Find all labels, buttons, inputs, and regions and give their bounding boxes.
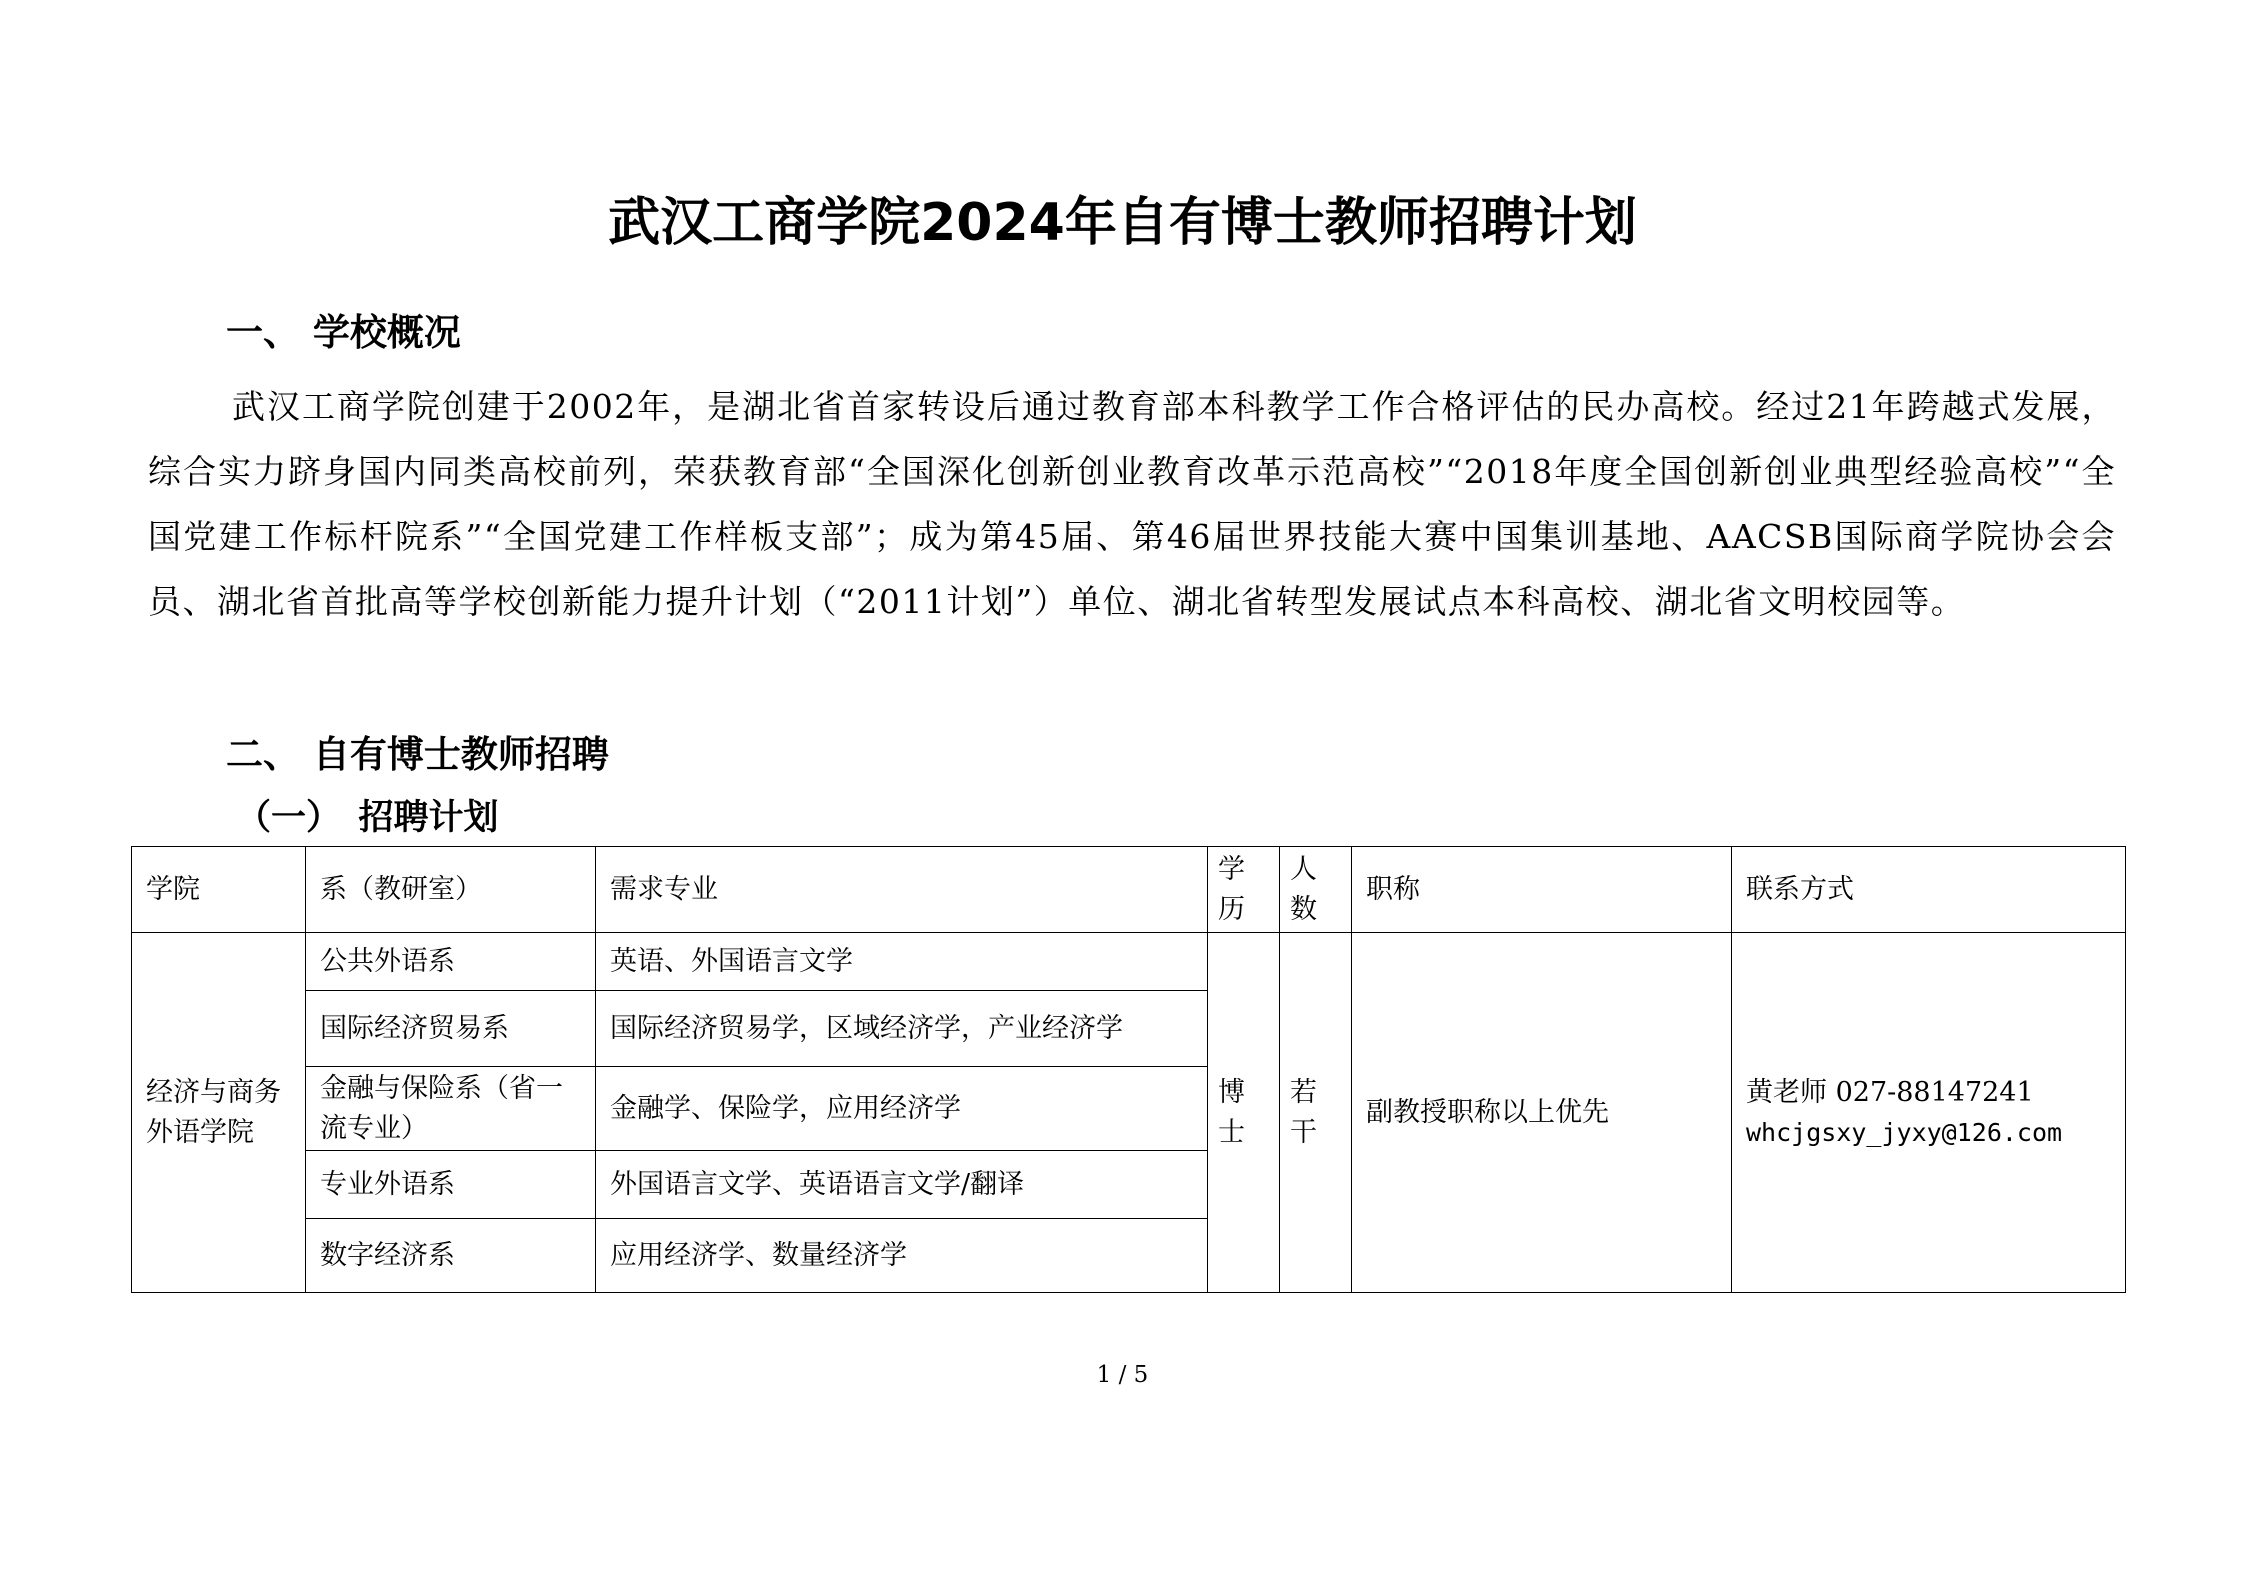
cell-count: 若干 xyxy=(1280,933,1352,1293)
header-department: 系（教研室） xyxy=(306,847,596,933)
header-count: 人数 xyxy=(1280,847,1352,933)
table-row xyxy=(132,933,2126,991)
header-contact: 联系方式 xyxy=(1732,847,2126,933)
cell-department: 公共外语系 xyxy=(306,933,596,991)
header-major: 需求专业 xyxy=(596,847,1208,933)
section-heading-recruitment: 二、 自有博士教师招聘 xyxy=(226,733,609,776)
header-title: 职称 xyxy=(1352,847,1732,933)
page-number: 1 / 5 xyxy=(1096,1362,1149,1388)
cell-major: 金融学、保险学，应用经济学 xyxy=(596,1067,1208,1151)
cell-department: 数字经济系 xyxy=(306,1219,596,1293)
cell-degree: 博士 xyxy=(1208,933,1280,1293)
recruitment-plan-table xyxy=(131,846,2126,1293)
section-heading-overview: 一、 学校概况 xyxy=(226,311,461,354)
cell-department: 金融与保险系（省一流专业） xyxy=(306,1067,596,1151)
intro-paragraph: 武汉工商学院创建于2002年，是湖北省首家转设后通过教育部本科教学工作合格评估的民办高校。经过21年跨越式发展，综合实力跻身国内同类高校前列，荣获教育部“全国深化创新创业教育改革示范高校”“2018年度全国创新创业典型经验高校”“全国党建工作标杆院系”“全国党建工作样板支部”；成为第45届、第46届世界技能大赛中国集训基地、AACSB国际商学院协会会员、湖北省首批高等学校创新能力提升计划（“2011计划”）单位、湖北省转型发展试点本科高校、湖北省文明校园等。 xyxy=(148,387,2116,621)
contact-name-phone: 黄老师 027-88147241 xyxy=(1746,1076,2034,1108)
cell-department: 国际经济贸易系 xyxy=(306,991,596,1067)
cell-major: 国际经济贸易学，区域经济学，产业经济学 xyxy=(596,991,1208,1067)
page-title: 武汉工商学院2024年自有博士教师招聘计划 xyxy=(608,193,1637,253)
subheading-recruitment-plan: （一） 招聘计划 xyxy=(236,798,499,838)
cell-department: 专业外语系 xyxy=(306,1151,596,1219)
header-college: 学院 xyxy=(132,847,306,933)
cell-college: 经济与商务外语学院 xyxy=(132,933,306,1293)
contact-email[interactable]: whcjgsxy_jyxy@126.com xyxy=(1746,1117,2063,1147)
cell-major: 外国语言文学、英语语言文学/翻译 xyxy=(596,1151,1208,1219)
cell-major: 应用经济学、数量经济学 xyxy=(596,1219,1208,1293)
cell-major: 英语、外国语言文学 xyxy=(596,933,1208,991)
header-degree: 学历 xyxy=(1208,847,1280,933)
cell-job-title: 副教授职称以上优先 xyxy=(1352,933,1732,1293)
table-header-row xyxy=(132,847,2126,933)
cell-contact xyxy=(1732,933,2126,1293)
